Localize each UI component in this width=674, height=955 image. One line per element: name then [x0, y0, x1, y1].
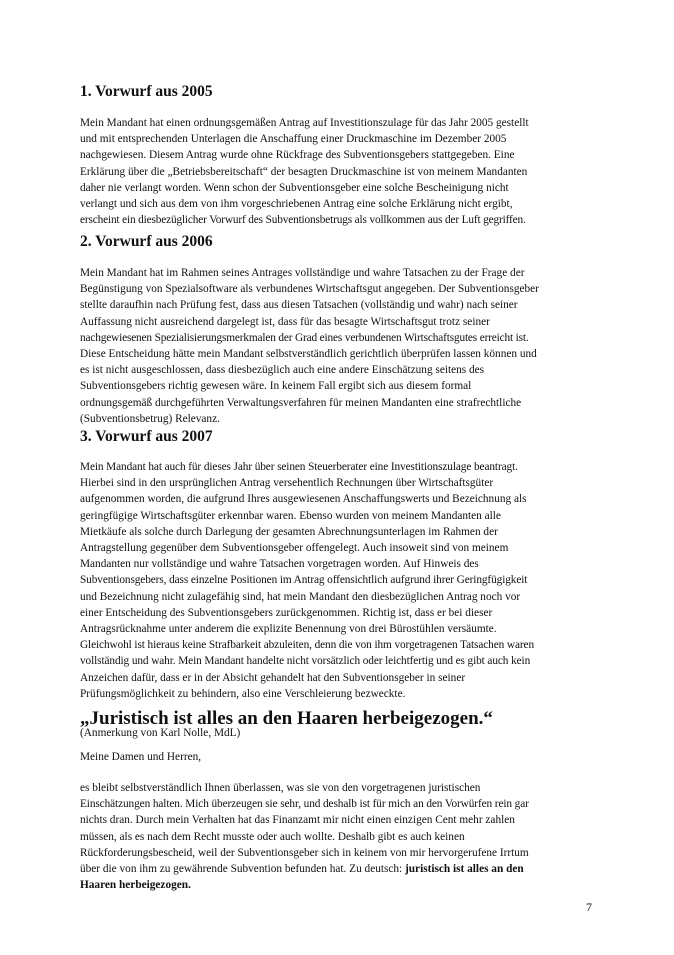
body-line: nachgewiesenen Spezialisierungsmerkmalen der Grad eines verbundenen Wirtschaftsgutes erreicht ist.	[80, 331, 529, 344]
emphasis-line: Haaren herbeigezogen.	[80, 879, 191, 892]
body-line: verlangt und sich aus dem von ihm vorgeschriebenen Antrag eine solche Erklärung nicht ergibt,	[80, 198, 513, 211]
section-3-body	[80, 459, 600, 702]
body-line: Gleichwohl ist hieraus keine Strafbarkeit abzuleiten, denn die von ihm vorgetragenen Tatsachen waren	[80, 639, 535, 652]
section-2-heading: 2. Vorwurf aus 2006	[80, 233, 213, 250]
body-line: Rückforderungsbescheid, weil der Subventionsgeber sich in keinem von mir hervorgerufene Irrtum	[80, 846, 529, 859]
body-line: Diese Entscheidung hätte mein Mandant selbstverständlich gerichtlich überprüfen lassen können und	[80, 348, 537, 361]
body-line: (Subventionsbetrug) Relevanz.	[80, 412, 220, 425]
body-line: geringfügige Wirtschaftsgüter erkennbar waren. Ebenso wurden von meinem Mandanten alle	[80, 509, 501, 522]
body-line-text: über die von ihm zu gewährende Subvention befunden hat. Zu deutsch:	[80, 863, 406, 876]
body-line: daher nie verlangt worden. Wenn schon der Subventionsgeber eine solche Bescheinigung nicht	[80, 181, 509, 194]
body-line: erscheint ein diesbezüglicher Vorwurf des Subventionsbetrugs als vollkommen aus der Luft gegriffen.	[80, 214, 526, 227]
section-2-body	[80, 265, 600, 427]
body-line: ordnungsgemäß durchgeführten Verwaltungsverfahren für meinen Mandanten eine strafrechtliche	[80, 396, 522, 409]
page-number: 7	[586, 900, 592, 914]
body-line: Mein Mandant hat im Rahmen seines Antrages vollständige und wahre Tatsachen zu der Frage der	[80, 267, 525, 279]
body-line: müssen, als es nach dem Recht musste oder auch wollte. Deshalb gibt es auch keinen	[80, 830, 465, 843]
section-1-heading: 1. Vorwurf aus 2005	[80, 83, 213, 100]
body-line: Einschätzungen halten. Mich überzeugen sie sehr, und deshalb ist für mich an den Vorwürfen rein gar	[80, 798, 529, 811]
body-line: Mietkäufe als solche durch Darlegung der gesamten Abrechnungsunterlagen im Rahmen der	[80, 525, 498, 538]
body-line: Antragsrücknahme unter anderem die explizite Benennung von drei Bürostühlen versäumte.	[80, 623, 497, 636]
body-line: Erklärung über die „Betriebsbereitschaft“ der besagten Druckmaschine ist von meinem Mandanten	[80, 165, 528, 178]
body-line: es ist nicht ausgeschlossen, dass diesbezüglich auch eine andere Einschätzung seitens des	[80, 364, 485, 377]
closing-body	[80, 780, 600, 893]
salutation: Meine Damen und Herren,	[80, 751, 202, 763]
body-line: Subventionsgebers, dass einzelne Positionen im Antrag offensichtlich aufgrund ihrer Geringfügigkeit	[80, 574, 528, 587]
quote-heading: „Juristisch ist alles an den Haaren herbeigezogen.“	[80, 708, 493, 729]
body-line: Mandanten nur vollständige und wahre Tatsachen vorgetragen worden. Auf Hinweis des	[80, 558, 479, 571]
body-line: Begünstigung von Spezialsoftware als verbundenes Wirtschaftsgut angegeben. Der Subventionsgeber	[80, 283, 539, 296]
body-line: es bleibt selbstverständlich Ihnen überlassen, was sie von den vorgetragenen juristischen	[80, 782, 481, 794]
section-3-heading: 3. Vorwurf aus 2007	[80, 428, 213, 445]
body-line: Antragstellung gegenüber dem Subventionsgeber offengelegt. Auch insoweit sind von meinem	[80, 542, 509, 555]
body-line: stellte daraufhin nach Prüfung fest, dass aus diesen Tatsachen (vollständig und wahr) nach seiner	[80, 299, 518, 312]
emphasis-text: juristisch ist alles an den	[405, 863, 524, 876]
body-line: und Bezeichnung nicht zulagefähig sind, hat mein Mandant den diesbezüglichen Antrag noch vor	[80, 590, 521, 603]
body-line: Anzeichen dafür, dass er in der Absicht gehandelt hat den Subventionsgeber in seiner	[80, 671, 466, 684]
body-line: nachgewiesen. Diesem Antrag wurde ohne Rückfrage des Subventionsgebers stattgegeben. Eine	[80, 149, 515, 162]
body-line: einer Entscheidung des Subventionsgebers zurückgenommen. Richtig ist, dass er bei dieser	[80, 606, 493, 619]
body-line	[80, 861, 600, 877]
body-line: vollständig und wahr. Mein Mandant handelte nicht vorsätzlich oder leichtfertig und es gibt auch kein	[80, 655, 531, 668]
body-line: Subventionsgebers richtig gewesen wäre. In keinem Fall ergibt sich aus diesem formal	[80, 380, 472, 393]
quote-attribution: (Anmerkung von Karl Nolle, MdL)	[80, 727, 241, 739]
body-line: Hierbei sind in den ursprünglichen Antrag versehentlich Rechnungen über Wirtschaftsgüter	[80, 477, 494, 490]
body-line: Mein Mandant hat einen ordnungsgemäßen Antrag auf Investitionszulage für das Jahr 2005 gestellt	[80, 117, 529, 129]
body-line: nichts dran. Durch mein Verhalten hat das Finanzamt mir nicht einen einzigen Cent mehr zahlen	[80, 814, 515, 827]
body-line: Prüfungsmöglichkeit zu behindern, also eine Verschleierung bezweckte.	[80, 687, 406, 700]
body-line: aufgenommen worden, die aufgrund Ihres ausgewiesenen Anschaffungswerts und Bezeichnung als	[80, 493, 527, 506]
section-1-body	[80, 115, 600, 228]
body-line: Auffassung nicht ausreichend dargelegt ist, dass für das besagte Wirtschaftsgut trotz seiner	[80, 315, 490, 328]
body-line: Mein Mandant hat auch für dieses Jahr über seinen Steuerberater eine Investitionszulage beantragt.	[80, 461, 518, 473]
body-line: und mit entsprechenden Unterlagen die Anschaffung einer Druckmaschine im Dezember 2005	[80, 133, 507, 146]
